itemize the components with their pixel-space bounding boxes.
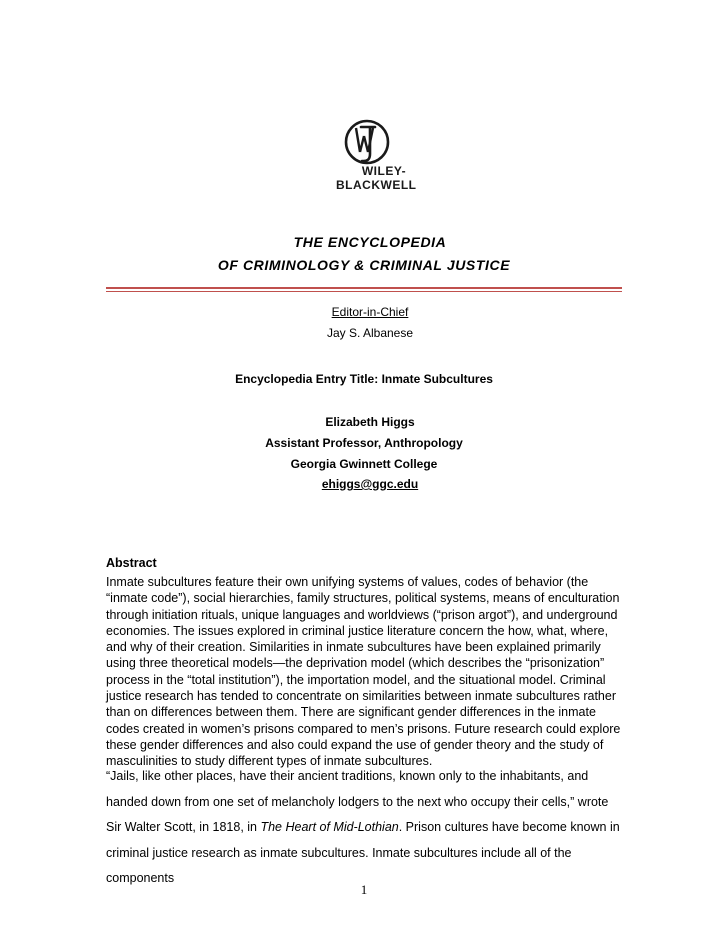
logo-wordmark-line1: WILEY- xyxy=(361,164,407,178)
header-rule-thick xyxy=(106,287,622,289)
editor-label: Editor-in-Chief xyxy=(331,305,409,319)
book-title: The Heart of Mid-Lothian xyxy=(260,820,399,834)
encyclopedia-title-line2: OF CRIMINOLOGY & CRIMINAL JUSTICE xyxy=(217,257,511,273)
author-institution: Georgia Gwinnett College xyxy=(290,457,438,471)
abstract-text: Inmate subcultures feature their own unifying systems of values, codes of behavior (the “inmate code”), social hierarchies, family structures, political systems, means of enculturation through initiation rituals, unique languages and worldviews (“prison argot”), and underground economies. The issues explored in criminal justice literature concern the how, what, where, and why of their creation. Similarities in inmate subcultures have been explained primarily using three theoretical models—the deprivation model (which describes the “prisonization” process in the “total institution”), the importation model, and the situational model. Criminal justice research has tended to concentrate on similarities between inmate subcultures rather than on differences between them. There are significant gender differences in the inmate codes created in women’s prisons compared to men’s prisons. Future research could explore these gender differences and also could expand the use of gender theory and the study of masculinities to study different types of inmate subcultures. xyxy=(106,575,621,769)
body-text-part1: “Jails, like other places, have their ancient traditions, known only to the inhabitants, and handed down from one set of melancholy lodgers to the next who occupy their cells,” wrote Sir Walter Scott, in 1818, in xyxy=(106,769,609,834)
logo-wordmark-line2: BLACKWELL xyxy=(336,178,417,192)
author-position: Assistant Professor, Anthropology xyxy=(265,436,463,450)
encyclopedia-title-line1: THE ENCYCLOPEDIA xyxy=(293,234,447,250)
publisher-logo xyxy=(336,118,416,193)
author-name: Elizabeth Higgs xyxy=(325,415,415,429)
header-rule-thin xyxy=(106,291,622,292)
author-email-link[interactable]: ehiggs@ggc.edu xyxy=(321,477,419,491)
wiley-blackwell-logo-icon xyxy=(342,118,392,166)
body-paragraph xyxy=(106,764,626,892)
editor-name: Jay S. Albanese xyxy=(326,326,414,340)
abstract-heading: Abstract xyxy=(106,556,157,570)
page-number: 1 xyxy=(360,882,368,897)
body-text-part2: . Prison cultures have become known in criminal justice research as inmate subcultures. Inmate subcultures include all of the components xyxy=(106,820,620,885)
entry-title: Encyclopedia Entry Title: Inmate Subcultures xyxy=(235,372,493,386)
